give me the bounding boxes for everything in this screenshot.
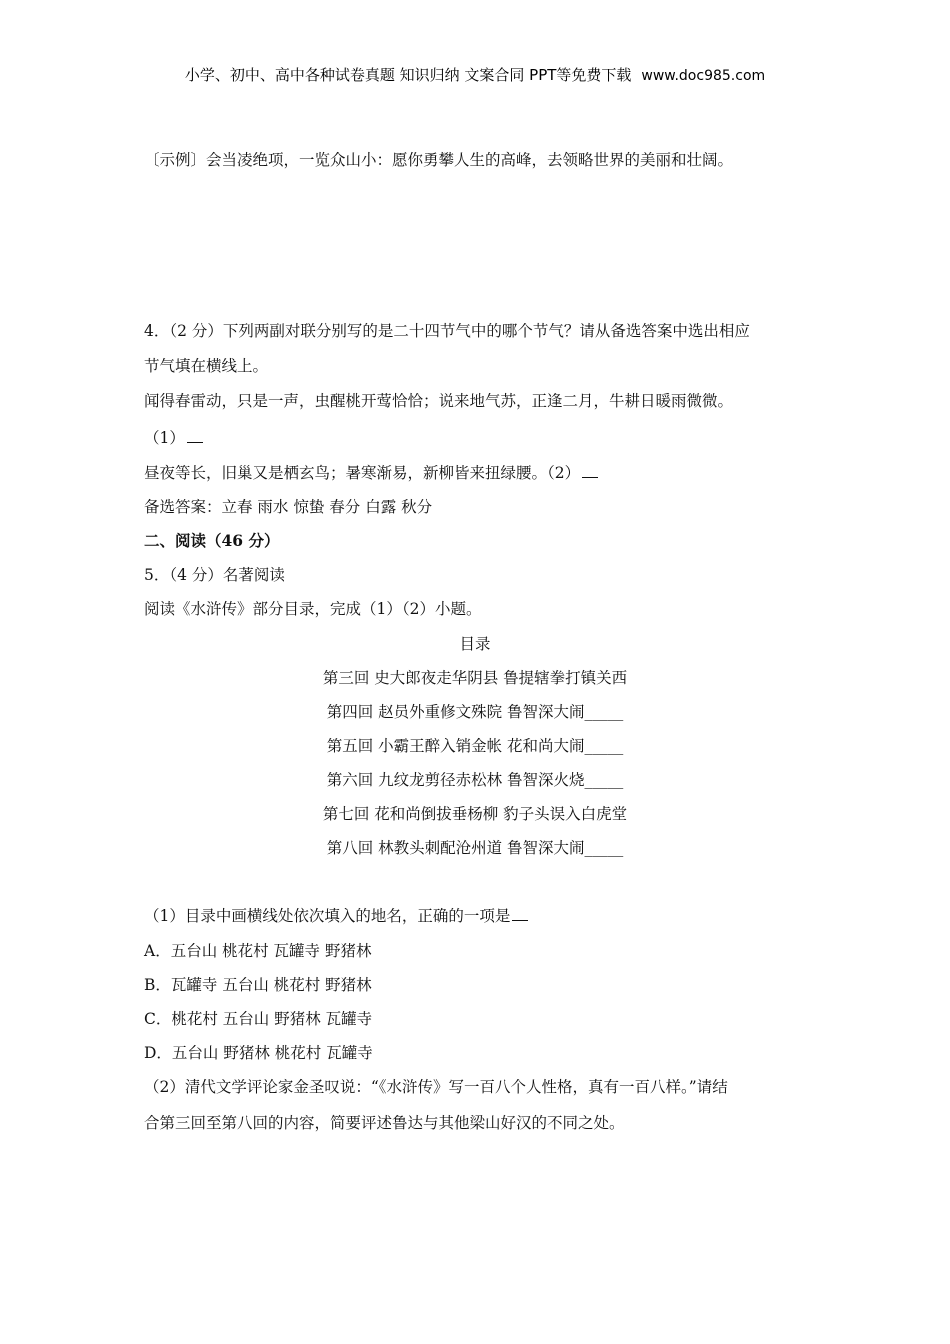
q5-title: 5．（4 分）名著阅读 [144, 566, 285, 584]
toc-item: 第五回 小霸王醉入销金帐 花和尚大闹_____ [326, 737, 624, 755]
q4-line2: 节气填在横线上。 [144, 357, 269, 375]
q5-intro: 阅读《水浒传》部分目录，完成（1）（2）小题。 [144, 600, 482, 618]
toc-item: 第七回 花和尚倒拔垂杨柳 豹子头误入白虎堂 [322, 805, 628, 823]
q5-sub1-blank[interactable] [512, 906, 528, 921]
toc-title: 目录 [459, 635, 491, 653]
q4-couplet2-line [144, 462, 598, 484]
q5-sub2-line2: 合第三回至第八回的内容，简要评述鲁达与其他梁山好汉的不同之处。 [144, 1114, 625, 1132]
q4-couplet2: 昼夜等长，旧巢又是栖玄鸟；暑寒渐易，新柳皆来扭绿腰。（2） [144, 464, 581, 482]
header-site: www.doc985.com [641, 68, 766, 84]
toc-item: 第八回 林教头刺配沧州道 鲁智深大闹_____ [326, 839, 624, 857]
q4-blank1-label: （1） [144, 429, 185, 447]
q5-sub1: （1）目录中画横线处依次填入的地名，正确的一项是 [144, 907, 511, 925]
choice-a[interactable]: A．五台山 桃花村 瓦罐寺 野猪林 [144, 942, 372, 960]
q4-couplet1: 闻得春雷动，只是一声，虫醒桃开莺恰恰；说来地气苏，正逢二月，牛耕日暖雨微微。 [144, 392, 734, 410]
section2-title: 二、阅读（46 分） [144, 531, 280, 550]
toc-item: 第六回 九纹龙剪径赤松林 鲁智深火烧_____ [326, 771, 624, 789]
q4-blank2[interactable] [582, 463, 598, 478]
choice-b[interactable]: B．瓦罐寺 五台山 桃花村 野猪林 [144, 976, 372, 994]
q5-sub1-line [144, 905, 528, 927]
q4-blank1-line [144, 427, 203, 449]
page-header [0, 64, 950, 85]
choice-d[interactable]: D．五台山 野猪林 桃花村 瓦罐寺 [144, 1044, 373, 1062]
q4-blank1[interactable] [187, 428, 203, 443]
q5-sub2-line1: （2）清代文学评论家金圣叹说：“《水浒传》写一百八个人性格，真有一百八样。”请结 [144, 1078, 728, 1096]
q4-line1: 4．（2 分）下列两副对联分别写的是二十四节气中的哪个节气？请从备选答案中选出相应 [144, 322, 750, 340]
toc-item: 第四回 赵员外重修文殊院 鲁智深大闹_____ [326, 703, 624, 721]
q4-options: 备选答案：立春 雨水 惊蛰 春分 白露 秋分 [144, 498, 433, 516]
example-answer: 〔示例〕会当凌绝项，一览众山小：愿你勇攀人生的高峰，去领略世界的美丽和壮阔。 [144, 151, 734, 169]
choice-c[interactable]: C．桃花村 五台山 野猪林 瓦罐寺 [144, 1010, 373, 1028]
header-text: 小学、初中、高中各种试卷真题 知识归纳 文案合同 PPT等免费下载 [184, 66, 632, 84]
toc-item: 第三回 史大郎夜走华阴县 鲁提辖拳打镇关西 [322, 669, 628, 687]
